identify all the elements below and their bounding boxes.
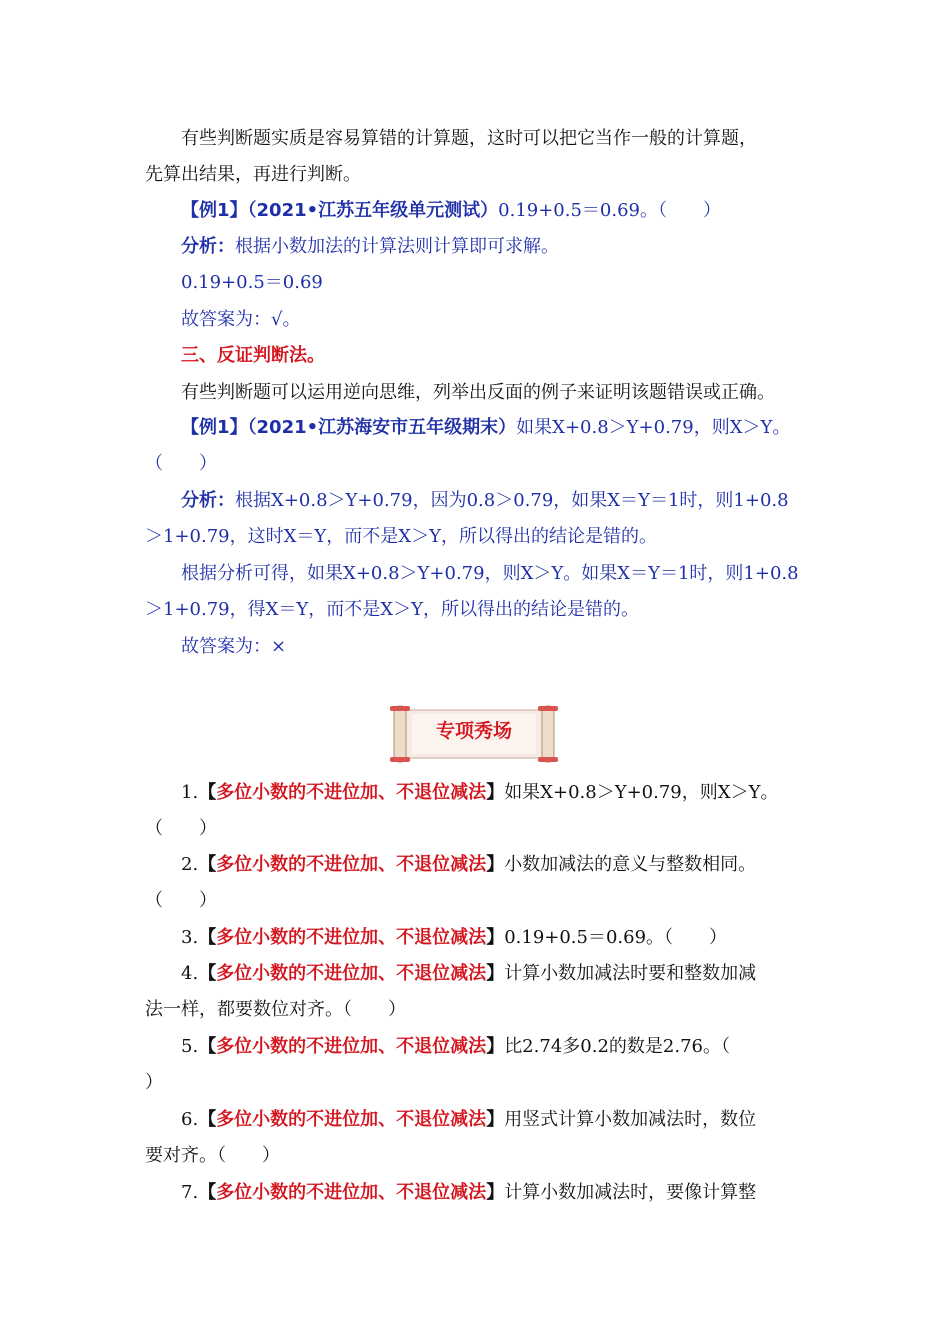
exercise-text: 如果X+0.8＞Y+0.79，则X＞Y。 <box>504 782 779 803</box>
exercise-number: 7. <box>181 1182 199 1203</box>
exercise-1-cont: （ ） <box>145 818 217 839</box>
intro-line-1: 有些判断题实质是容易算错的计算题，这时可以把它当作一般的计算题， <box>181 128 757 149</box>
section3-desc: 有些判断题可以运用逆向思维，列举出反面的例子来证明该题错误或正确。 <box>181 382 775 403</box>
exercise-number: 6. <box>181 1109 199 1130</box>
exercise-2-cont: （ ） <box>145 890 217 911</box>
exercise-number: 3. <box>181 927 199 948</box>
example1-head: 【例1】（2021•江苏五年级单元测试） <box>181 200 499 221</box>
example2-head: 【例1】（2021•江苏海安市五年级期末） <box>181 417 517 438</box>
example1-answer: 故答案为：√。 <box>181 309 301 330</box>
exercise-number: 1. <box>181 782 199 803</box>
example2-conclusion-1: 根据分析可得，如果X+0.8＞Y+0.79，则X＞Y。如果X＝Y＝1时，则1+0.8 <box>181 563 799 584</box>
exercise-tag: 多位小数的不进位加、不退位减法 <box>216 963 487 984</box>
example2-analysis-2: ＞1+0.79，这时X＝Y，而不是X＞Y，所以得出的结论是错的。 <box>145 526 658 547</box>
example1-analysis: 根据小数加法的计算法则计算即可求解。 <box>235 236 559 257</box>
example1-analysis-label: 分析： <box>181 236 235 257</box>
example2-question: 如果X+0.8＞Y+0.79，则X＞Y。 <box>516 417 791 438</box>
exercise-6: 6.【多位小数的不进位加、不退位减法】用竖式计算小数加减法时，数位 <box>181 1109 757 1130</box>
exercise-tag: 多位小数的不进位加、不退位减法 <box>216 854 487 875</box>
exercise-tag: 多位小数的不进位加、不退位减法 <box>216 1182 487 1203</box>
exercise-4-cont: 法一样，都要数位对齐。（ ） <box>145 999 406 1020</box>
exercise-number: 4. <box>181 963 199 984</box>
example1-line <box>181 198 846 224</box>
exercise-text: 计算小数加减法时要和整数加减 <box>504 963 757 984</box>
exercise-1: 1.【多位小数的不进位加、不退位减法】如果X+0.8＞Y+0.79，则X＞Y。 <box>181 782 779 803</box>
example2-analysis-line <box>181 488 846 514</box>
exercise-tag: 多位小数的不进位加、不退位减法 <box>216 782 487 803</box>
example2-question-cont: （ ） <box>145 453 217 474</box>
section-banner <box>388 700 560 768</box>
exercise-text: 计算小数加减法时，要像计算整 <box>504 1182 757 1203</box>
exercise-text: 用竖式计算小数加减法时，数位 <box>504 1109 757 1130</box>
example2-answer: 故答案为：× <box>181 636 287 657</box>
exercise-2: 2.【多位小数的不进位加、不退位减法】小数加减法的意义与整数相同。 <box>181 854 757 875</box>
exercise-number: 5. <box>181 1036 199 1057</box>
intro-line-2: 先算出结果，再进行判断。 <box>145 164 361 185</box>
exercise-text: 小数加减法的意义与整数相同。 <box>504 854 757 875</box>
banner-title: 专项秀场 <box>435 720 512 742</box>
exercise-text: 0.19+0.5＝0.69。（ ） <box>504 927 728 948</box>
example2-conclusion-2: ＞1+0.79，得X＝Y，而不是X＞Y，所以得出的结论是错的。 <box>145 599 640 620</box>
exercise-tag: 多位小数的不进位加、不退位减法 <box>216 1109 487 1130</box>
example1-question: 0.19+0.5＝0.69。（ ） <box>498 200 722 221</box>
section3-title: 三、反证判断法。 <box>181 345 325 366</box>
exercise-6-cont: 要对齐。（ ） <box>145 1145 280 1166</box>
exercise-text: 比2.74多0.2的数是2.76。（ <box>504 1036 730 1057</box>
example2-analysis-label: 分析： <box>181 490 235 511</box>
exercise-4: 4.【多位小数的不进位加、不退位减法】计算小数加减法时要和整数加减 <box>181 963 757 984</box>
example2-analysis-1: 根据X+0.8＞Y+0.79，因为0.8＞0.79，如果X＝Y＝1时，则1+0.8 <box>235 490 789 511</box>
example1-analysis-line <box>181 234 846 260</box>
exercise-5-cont: ） <box>145 1072 163 1093</box>
exercise-tag: 多位小数的不进位加、不退位减法 <box>216 927 487 948</box>
exercise-3: 3.【多位小数的不进位加、不退位减法】0.19+0.5＝0.69。（ ） <box>181 927 728 948</box>
exercise-number: 2. <box>181 854 199 875</box>
example1-calc: 0.19+0.5＝0.69 <box>181 272 323 293</box>
exercise-tag: 多位小数的不进位加、不退位减法 <box>216 1036 487 1057</box>
exercise-5: 5.【多位小数的不进位加、不退位减法】比2.74多0.2的数是2.76。（ <box>181 1036 730 1057</box>
exercise-7: 7.【多位小数的不进位加、不退位减法】计算小数加减法时，要像计算整 <box>181 1182 757 1203</box>
example2-line <box>181 415 846 441</box>
